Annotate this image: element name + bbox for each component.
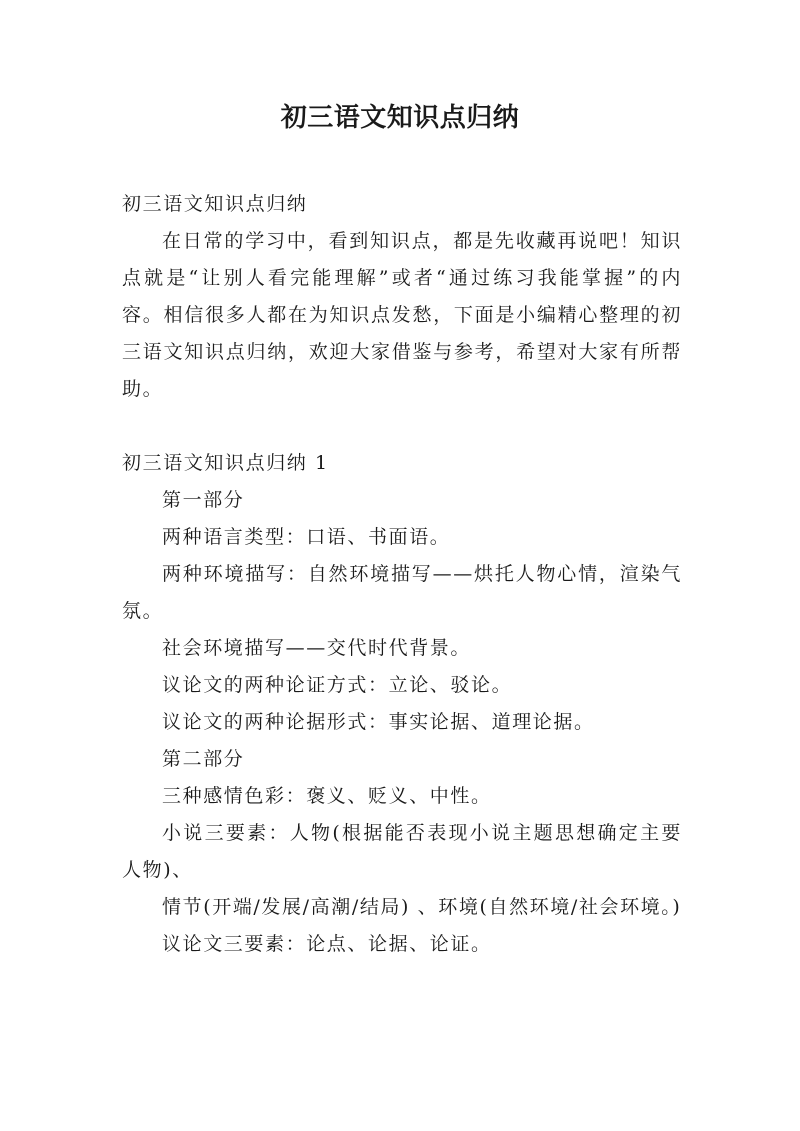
intro-paragraph: 在日常的学习中，看到知识点，都是先收藏再说吧！知识点就是“让别人看完能理解”或者“通过练习我能掌握”的内容。相信很多人都在为知识点发愁，下面是小编精心整理的初三语文知识点归纳，欢迎大家借鉴与参考，希望对大家有所帮助。 (122, 230, 682, 400)
content-line: 议论文三要素：论点、论据、论证。 (162, 933, 492, 955)
intro-heading: 初三语文知识点归纳 (122, 193, 308, 215)
document-title: 初三语文知识点归纳 (280, 103, 520, 133)
content-line: 两种语言类型：口语、书面语。 (162, 526, 451, 548)
paragraph-gap (122, 408, 682, 445)
part-heading: 第二部分 (162, 748, 245, 770)
section-heading: 初三语文知识点归纳 1 (122, 452, 329, 474)
content-line: 议论文的两种论证方式：立论、驳论。 (162, 674, 513, 696)
content-line: 情节(开端/发展/高潮/结局) 、环境(自然环境/社会环境。) (162, 896, 682, 918)
document-body (122, 186, 682, 963)
content-line: 议论文的两种论据形式：事实论据、道理论据。 (162, 711, 595, 733)
content-line: 三种感情色彩：褒义、贬义、中性。 (162, 785, 492, 807)
part-heading: 第一部分 (162, 489, 245, 511)
content-line: 两种环境描写：自然环境描写——烘托人物心情，渲染气氛。 (122, 563, 682, 622)
content-line: 社会环境描写——交代时代背景。 (162, 637, 472, 659)
content-line: 小说三要素：人物(根据能否表现小说主题思想确定主要人物)、 (122, 822, 682, 881)
